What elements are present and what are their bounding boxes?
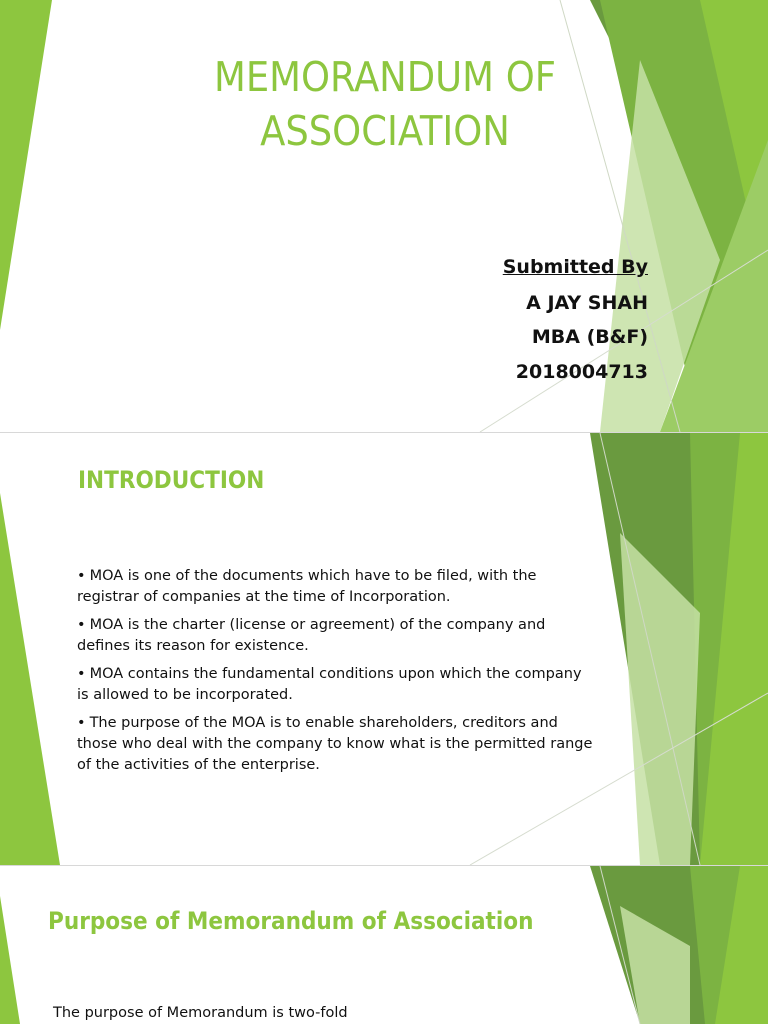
roll-number: 2018004713: [515, 361, 648, 383]
introduction-bullet-list: [77, 566, 597, 783]
slide-introduction: [0, 433, 768, 865]
left-accent-shape: [0, 896, 20, 1024]
left-accent-shape: [0, 493, 60, 865]
purpose-heading: Purpose of Memorandum of Association: [48, 907, 534, 935]
bullet-text: The purpose of the MOA is to enable shareholders, creditors and those who deal with the company to know what is the permitted range of the activities of the enterprise.: [77, 715, 593, 773]
list-item: [77, 615, 597, 657]
slide-title: [0, 0, 768, 432]
left-accent-shape: [0, 0, 52, 330]
author-name: A JAY SHAH: [526, 292, 648, 314]
decorative-background: [0, 866, 768, 1024]
list-item: [77, 713, 597, 776]
introduction-heading: INTRODUCTION: [78, 466, 265, 494]
list-item: [77, 664, 597, 706]
list-item: [77, 566, 597, 608]
slide-purpose: [0, 866, 768, 1024]
bullet-text: MOA is one of the documents which have to be filed, with the registrar of companies at the time of Incorporation.: [77, 568, 537, 605]
submitted-by-label: Submitted By: [502, 256, 648, 278]
bullet-text: MOA is the charter (license or agreement) of the company and defines its reason for existence.: [77, 617, 546, 654]
title-line-1: MEMORANDUM OF: [214, 53, 556, 101]
purpose-body-text: The purpose of Memorandum is two-fold: [53, 1005, 348, 1021]
bullet-text: MOA contains the fundamental conditions upon which the company is allowed to be incorporated.: [77, 666, 582, 703]
bullet-icon: •: [77, 568, 86, 584]
author-program: MBA (B&F): [531, 326, 648, 348]
bullet-icon: •: [77, 715, 86, 731]
title-line-2: ASSOCIATION: [260, 107, 510, 155]
slide-title-heading: [120, 50, 650, 158]
bullet-icon: •: [77, 617, 86, 633]
bullet-icon: •: [77, 666, 86, 682]
